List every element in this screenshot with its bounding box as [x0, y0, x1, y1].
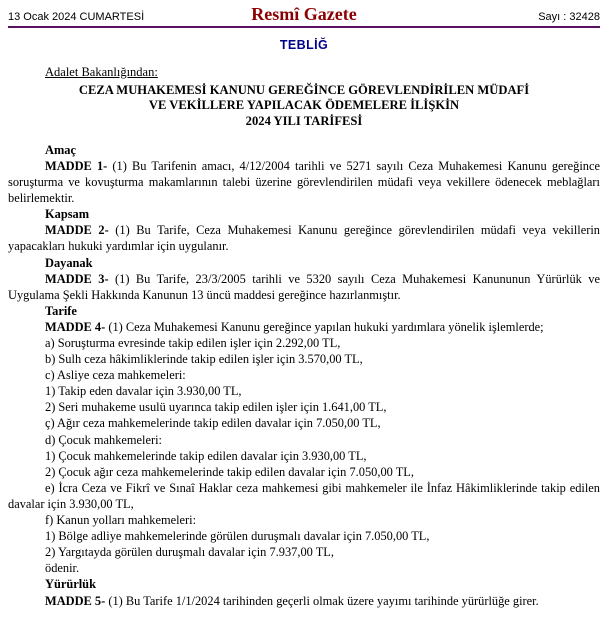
tarife-item-cc: ç) Ağır ceza mahkemelerinde takip edilen davalar için 7.050,00 TL, — [45, 416, 381, 431]
tarife-item-c: c) Asliye ceza mahkemeleri: — [45, 368, 186, 383]
tarife-item-f1: 1) Bölge adliye mahkemelerinde görülen duruşmalı davalar için 7.050,00 TL, — [45, 529, 430, 544]
tarife-item-f: f) Kanun yolları mahkemeleri: — [45, 513, 197, 528]
tarife-item-c2: 2) Seri muhakeme usulü uyarınca takip edilen işler için 1.641,00 TL, — [45, 400, 387, 415]
issuing-authority: Adalet Bakanlığından: — [45, 65, 158, 79]
tarife-item-d: d) Çocuk mahkemeleri: — [45, 432, 162, 447]
tarife-item-c1: 1) Takip eden davalar için 3.930,00 TL, — [45, 384, 242, 399]
document-title-line-2: VE VEKİLLERE YAPILACAK ÖDEMELERE İLİŞKİN — [148, 98, 460, 113]
document-title-line-3: 2024 YILI TARİFESİ — [245, 113, 363, 128]
heading-tarife: Tarife — [45, 303, 77, 318]
heading-dayanak: Dayanak — [45, 255, 93, 270]
document-title — [8, 83, 600, 129]
article-body — [8, 142, 600, 609]
tarife-item-a: a) Soruşturma evresinde takip edilen işler için 2.292,00 TL, — [45, 336, 341, 351]
gazette-issue-number: Sayı : 32428 — [538, 11, 600, 23]
heading-yururluk: Yürürlük — [45, 577, 96, 592]
section-heading-teblig: TEBLİĞ — [279, 38, 329, 52]
tarife-closing: ödenir. — [45, 561, 80, 576]
tarife-item-f2: 2) Yargıtayda görülen duruşmalı davalar için 7.937,00 TL, — [45, 545, 334, 560]
gazette-header — [8, 0, 600, 23]
tarife-item-d2: 2) Çocuk ağır ceza mahkemelerinde takip edilen davalar için 7.050,00 TL, — [45, 464, 414, 479]
gazette-masthead-title: Resmî Gazete — [251, 4, 357, 24]
heading-amac: Amaç — [45, 142, 76, 157]
heading-kapsam: Kapsam — [45, 207, 90, 222]
madde-2: MADDE 2- (1) Bu Tarife, Ceza Muhakemesi Kanunu gereğince görevlendirilen müdafi veya vekillerin yapacakları hukuki yardımlar için uygulanır. — [8, 223, 600, 254]
header-divider — [8, 26, 600, 28]
document-title-line-1: CEZA MUHAKEMESİ KANUNU GEREĞİNCE GÖREVLENDİRİLEN MÜDAFİ — [78, 83, 530, 97]
tarife-item-e: e) İcra Ceza ve Fikrî ve Sınaî Haklar ceza mahkemesi gibi mahkemeler ile İnfaz Hâkimliklerinde takip edilen davalar için 3.930,00 TL, — [8, 480, 600, 511]
madde-4: MADDE 4- (1) Ceza Muhakemesi Kanunu gereğince yapılan hukuki yardımlara yönelik işlemlerde; — [45, 319, 544, 334]
madde-3: MADDE 3- (1) Bu Tarife, 23/3/2005 tarihli ve 5320 sayılı Ceza Muhakemesi Kanununun Yürürlük ve Uygulama Şekli Hakkında Kanunun 13 üncü maddesi gereğince hazırlanmıştır. — [8, 271, 600, 302]
tarife-item-d1: 1) Çocuk mahkemelerinde takip edilen davalar için 3.930,00 TL, — [45, 448, 367, 463]
madde-5: MADDE 5- (1) Bu Tarife 1/1/2024 tarihinden geçerli olmak üzere yayımı tarihinde yürürlüğe girer. — [45, 593, 539, 608]
madde-1: MADDE 1- (1) Bu Tarifenin amacı, 4/12/2004 tarihli ve 5271 sayılı Ceza Muhakemesi Kanunu gereğince soruşturma ve kovuşturma makamlarının talebi üzerine görevlendirilen müdafi veya vekillere ödenecek meblağları belirlemektir. — [8, 158, 600, 206]
tarife-item-b: b) Sulh ceza hâkimliklerinde takip edilen işler için 3.570,00 TL, — [45, 352, 363, 367]
gazette-date: 13 Ocak 2024 CUMARTESİ — [8, 11, 145, 23]
